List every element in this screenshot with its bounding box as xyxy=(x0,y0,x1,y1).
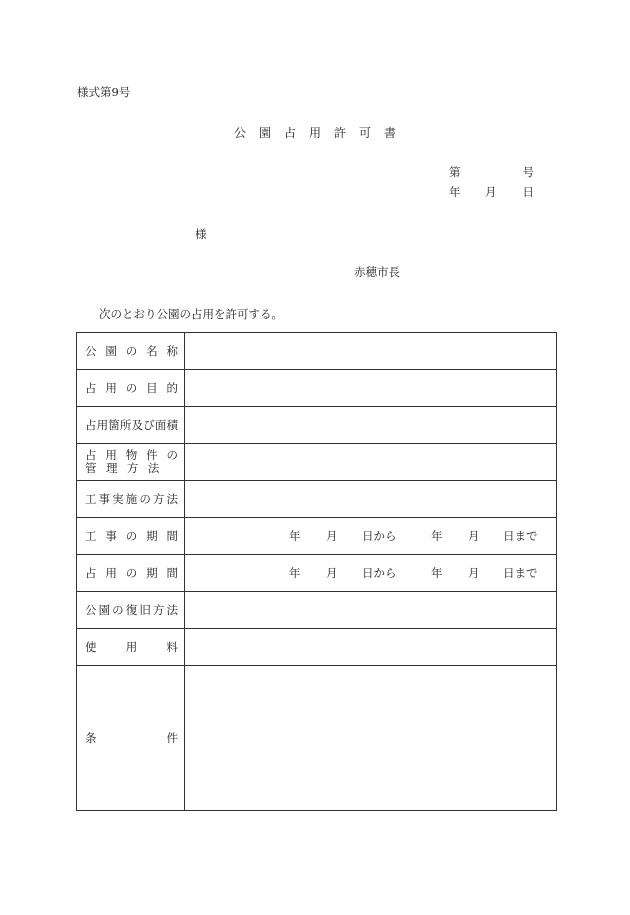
value-park-name[interactable] xyxy=(185,333,557,370)
label-char: 期 xyxy=(146,529,158,543)
label-char: の xyxy=(112,603,124,617)
period-month: 月 xyxy=(326,566,338,580)
label-char: 的 xyxy=(166,381,178,395)
period-year: 年 xyxy=(289,566,301,580)
period-month: 月 xyxy=(326,529,338,543)
label-char: 積 xyxy=(166,418,178,432)
issuer-name: 赤穂市長 xyxy=(354,265,400,279)
label-char: 実 xyxy=(112,492,124,506)
value-restoration-method[interactable] xyxy=(185,592,557,629)
occupancy-period-range xyxy=(185,567,556,579)
value-purpose[interactable] xyxy=(185,370,557,407)
label-char: 物 xyxy=(125,448,138,462)
label-restoration-method xyxy=(77,592,185,629)
label-char: 方 xyxy=(152,492,165,506)
label-char: 方 xyxy=(126,461,139,475)
label-char: 件 xyxy=(166,731,178,745)
value-construction-method[interactable] xyxy=(185,481,557,518)
table-row xyxy=(77,592,557,629)
label-char: 期 xyxy=(146,566,158,580)
label-char: 事 xyxy=(98,492,111,506)
label-occupancy-period xyxy=(77,555,185,592)
label-management-method xyxy=(77,444,185,481)
value-conditions[interactable] xyxy=(185,666,557,811)
table-row xyxy=(77,333,557,370)
label-char: 復 xyxy=(125,603,138,617)
label-char: 条 xyxy=(85,731,97,745)
label-char: の xyxy=(125,381,138,395)
table-row xyxy=(77,629,557,666)
label-char: 称 xyxy=(166,344,178,358)
number-suffix: 号 xyxy=(522,165,534,179)
label-char: 施 xyxy=(125,492,138,506)
label-char: 間 xyxy=(166,566,178,580)
document-title-text: 公園占用許可書 xyxy=(233,126,409,140)
label-char: 及 xyxy=(131,418,144,432)
label-char: 間 xyxy=(166,529,178,543)
period-from: 日から xyxy=(362,529,397,543)
label-char: 事 xyxy=(105,529,117,543)
value-fee[interactable] xyxy=(185,629,557,666)
table-row xyxy=(77,481,557,518)
label-char: 占 xyxy=(85,381,97,395)
value-location-area[interactable] xyxy=(185,407,557,444)
table-row xyxy=(77,370,557,407)
period-month: 月 xyxy=(468,529,480,543)
period-year: 年 xyxy=(431,566,443,580)
label-char: 公 xyxy=(85,344,97,358)
label-char: の xyxy=(139,492,151,506)
label-construction-period xyxy=(77,518,185,555)
label-char: 用 xyxy=(105,448,117,462)
form-number: 様式第9号 xyxy=(77,85,131,99)
label-char: 園 xyxy=(98,603,111,617)
label-char: 理 xyxy=(105,461,118,475)
construction-period-range xyxy=(185,530,556,542)
document-title xyxy=(0,127,630,139)
label-fee xyxy=(77,629,185,666)
label-conditions xyxy=(77,666,185,811)
table-row xyxy=(77,518,557,555)
date-month: 月 xyxy=(485,185,497,199)
period-month: 月 xyxy=(468,566,480,580)
label-char: 園 xyxy=(105,344,117,358)
label-char: 使 xyxy=(85,640,97,654)
label-char: 目 xyxy=(146,381,158,395)
label-char: 法 xyxy=(166,492,178,506)
label-char: 工 xyxy=(85,529,97,543)
label-construction-method xyxy=(77,481,185,518)
label-char: び xyxy=(143,418,155,432)
table-row xyxy=(77,666,557,811)
table-row xyxy=(77,555,557,592)
intro-sentence: 次のとおり公園の占用を許可する。 xyxy=(99,307,283,321)
label-char: 名 xyxy=(146,344,158,358)
label-location-area xyxy=(77,407,185,444)
recipient-line: 様 xyxy=(195,227,207,241)
date-day: 日 xyxy=(522,185,534,199)
period-year: 年 xyxy=(289,529,301,543)
label-char: 用 xyxy=(105,381,117,395)
label-char: の xyxy=(125,529,138,543)
label-char: 占 xyxy=(85,566,97,580)
label-char: 用 xyxy=(125,640,138,654)
label-char: 件 xyxy=(146,448,158,462)
number-prefix: 第 xyxy=(449,165,461,179)
permit-form-table xyxy=(76,332,557,811)
label-char: 工 xyxy=(85,492,97,506)
label-char: の xyxy=(125,344,138,358)
label-char: の xyxy=(125,566,138,580)
label-char: 法 xyxy=(166,603,178,617)
table-row xyxy=(77,444,557,481)
label-char: 箇 xyxy=(108,418,120,432)
period-from: 日から xyxy=(362,566,397,580)
value-occupancy-period[interactable] xyxy=(185,555,557,592)
period-until: 日まで xyxy=(503,566,538,580)
label-char: 管 xyxy=(85,461,97,475)
label-char: 料 xyxy=(166,640,178,654)
label-char: 占 xyxy=(85,418,97,432)
label-char: 所 xyxy=(119,418,132,432)
table-row xyxy=(77,407,557,444)
label-char: 旧 xyxy=(139,603,151,617)
date-year: 年 xyxy=(449,185,461,199)
label-purpose xyxy=(77,370,185,407)
label-char: 用 xyxy=(105,566,117,580)
label-char: 公 xyxy=(85,603,97,617)
label-char: 占 xyxy=(85,448,97,462)
period-until: 日まで xyxy=(503,529,538,543)
value-management-method[interactable] xyxy=(185,444,557,481)
label-char: 面 xyxy=(154,418,167,432)
label-char: 用 xyxy=(96,418,109,432)
label-park-name xyxy=(77,333,185,370)
label-char: 方 xyxy=(152,603,165,617)
value-construction-period[interactable] xyxy=(185,518,557,555)
period-year: 年 xyxy=(431,529,443,543)
label-char: の xyxy=(166,448,178,462)
label-char: 法 xyxy=(147,461,160,475)
